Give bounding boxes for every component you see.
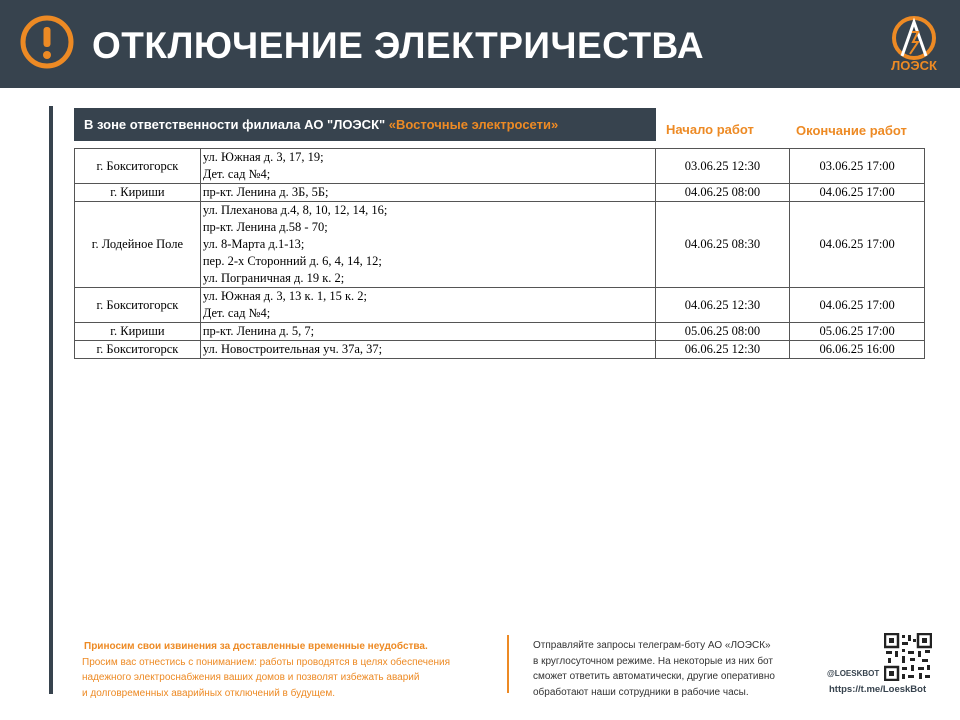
- footer-divider: [507, 635, 509, 693]
- start-cell: 03.06.25 12:30: [655, 149, 790, 184]
- table-row: [75, 184, 925, 202]
- table-row: [75, 323, 925, 341]
- qr-code-icon[interactable]: [884, 633, 932, 681]
- apology-lead: Приносим свои извинения за доставленные временные неудобства.: [84, 641, 428, 652]
- column-header-start: Начало работ: [666, 122, 754, 137]
- outage-table: [74, 148, 925, 359]
- address-cell: пр-кт. Ленина д. 5, 7;: [200, 323, 655, 341]
- end-cell: 04.06.25 17:00: [790, 288, 925, 323]
- apology-body: Просим вас отнестись с пониманием: работы проводятся в целях обеспечения надежного электроснабжения ваших домов и позволят избежать аварий и долговременных аварийных отключений в будущем.: [82, 656, 451, 699]
- address-cell: ул. Плеханова д.4, 8, 10, 12, 14, 16; пр-кт. Ленина д.58 - 70; ул. 8-Марта д.1-13; пер. 2-х Сторонний д. 6, 4, 14, 12; ул. Пограничная д. 19 к. 2;: [200, 202, 655, 288]
- start-cell: 04.06.25 08:00: [655, 184, 790, 202]
- end-cell: 03.06.25 17:00: [790, 149, 925, 184]
- branch-name: «Восточные электросети»: [388, 117, 559, 132]
- city-cell: г. Лодейное Поле: [75, 202, 201, 288]
- logo-mark-icon: [884, 14, 944, 60]
- end-cell: 05.06.25 17:00: [790, 323, 925, 341]
- end-cell: 04.06.25 17:00: [790, 202, 925, 288]
- start-cell: 04.06.25 12:30: [655, 288, 790, 323]
- column-header-end: Окончание работ: [796, 123, 907, 138]
- start-cell: 05.06.25 08:00: [655, 323, 790, 341]
- city-cell: г. Бокситогорск: [75, 341, 201, 359]
- page-title: ОТКЛЮЧЕНИЕ ЭЛЕКТРИЧЕСТВА: [92, 25, 705, 66]
- bot-handle: @LOESKBOT: [827, 669, 880, 678]
- start-cell: 04.06.25 08:30: [655, 202, 790, 288]
- bot-info-text: Отправляйте запросы телеграм-боту АО «ЛОЭСК» в круглосуточном режиме. На некоторые из них бот сможет ответить автоматически, другие оперативно обработают наши сотрудники в рабочие часы.: [533, 640, 775, 698]
- address-cell: ул. Южная д. 3, 17, 19; Дет. сад №4;: [200, 149, 655, 184]
- address-cell: ул. Новостроительная уч. 37а, 37;: [200, 341, 655, 359]
- company-logo: [884, 14, 944, 76]
- end-cell: 06.06.25 16:00: [790, 341, 925, 359]
- city-cell: г. Кириши: [75, 323, 201, 341]
- address-cell: пр-кт. Ленина д. 3Б, 5Б;: [200, 184, 655, 202]
- table-row: [75, 202, 925, 288]
- branch-label: В зоне ответственности филиала АО "ЛОЭСК": [84, 117, 389, 132]
- end-cell: 04.06.25 17:00: [790, 184, 925, 202]
- city-cell: г. Бокситогорск: [75, 149, 201, 184]
- left-accent-bar: [49, 106, 53, 694]
- bot-link[interactable]: https://t.me/LoeskBot: [829, 684, 927, 695]
- apology-note: [82, 639, 492, 701]
- address-cell: ул. Южная д. 3, 13 к. 1, 15 к. 2; Дет. сад №4;: [200, 288, 655, 323]
- start-cell: 06.06.25 12:30: [655, 341, 790, 359]
- table-row: [75, 149, 925, 184]
- branch-banner: [74, 108, 656, 141]
- table-row: [75, 341, 925, 359]
- table-row: [75, 288, 925, 323]
- logo-text: ЛОЭСК: [891, 58, 937, 73]
- page-header: [0, 0, 960, 88]
- exclamation-circle-icon: [20, 15, 74, 69]
- city-cell: г. Бокситогорск: [75, 288, 201, 323]
- city-cell: г. Кириши: [75, 184, 201, 202]
